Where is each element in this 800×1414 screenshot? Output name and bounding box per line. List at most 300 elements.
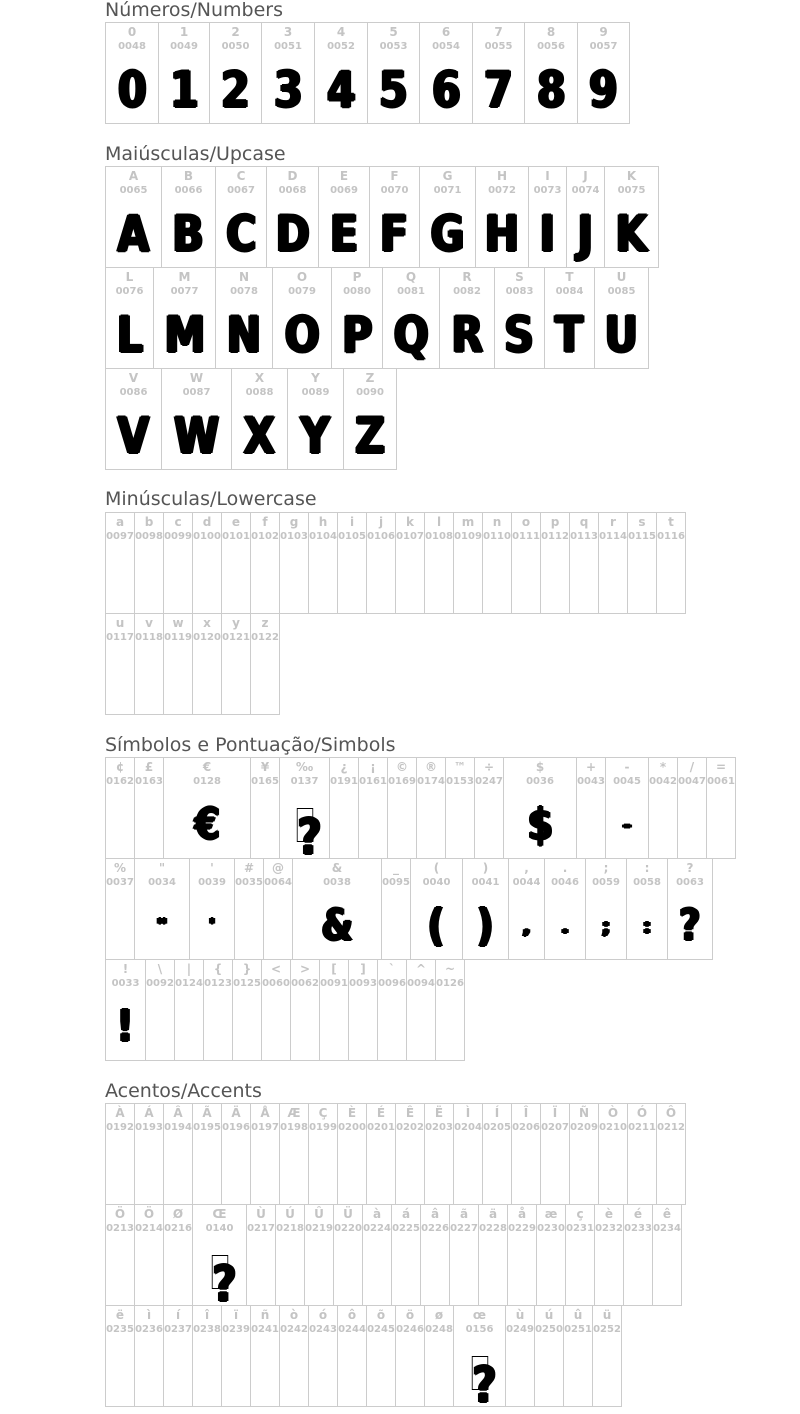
glyph-cell [653, 1205, 682, 1305]
glyph-cell [106, 960, 146, 1060]
glyph-preview [190, 893, 234, 959]
glyph-preview [154, 302, 215, 368]
character-label: Ô [665, 1106, 677, 1120]
character-code: 0226 [421, 1223, 449, 1234]
character-code: 0038 [323, 877, 351, 888]
glyph-cell [506, 1306, 535, 1406]
character-label: Ê [405, 1106, 415, 1120]
glyph-cell [309, 1104, 338, 1204]
glyph-sample: O [284, 306, 320, 364]
glyph-preview [162, 201, 215, 267]
glyph-preview [595, 302, 648, 368]
glyph-cell [164, 513, 193, 613]
character-label: ì [146, 1308, 152, 1322]
character-label: Ù [256, 1207, 266, 1221]
character-label: Ï [552, 1106, 558, 1120]
character-label: g [289, 515, 299, 529]
character-label: Ò [607, 1106, 619, 1120]
character-code: 0056 [537, 41, 565, 52]
character-code: 0094 [407, 978, 435, 989]
character-label: c [174, 515, 182, 529]
glyph-preview [216, 201, 266, 267]
character-label: O [296, 270, 308, 284]
glyph-preview [280, 792, 329, 866]
character-code: 0137 [290, 776, 319, 787]
glyph-cell [450, 1205, 479, 1305]
glyph-preview [293, 893, 381, 959]
character-code: 0106 [367, 531, 395, 542]
glyph-preview [159, 57, 209, 123]
glyph-sample: K [615, 205, 648, 263]
glyph-cell [577, 758, 606, 858]
character-code: 0034 [148, 877, 176, 888]
character-label: Ä [231, 1106, 241, 1120]
glyph-cell [288, 369, 344, 469]
glyph-preview [210, 57, 261, 123]
character-code: 0051 [274, 41, 302, 52]
glyph-cell [135, 614, 164, 714]
glyph-cell [276, 1205, 305, 1305]
glyph-sample: € [194, 799, 220, 850]
character-label: @ [272, 861, 284, 875]
character-label: 7 [494, 25, 503, 39]
glyph-cell [454, 513, 483, 613]
glyph-cell [367, 1306, 396, 1406]
glyph-preview [411, 893, 462, 959]
glyph-row [105, 757, 736, 866]
glyph-cell [338, 1306, 367, 1406]
character-code: 0156 [465, 1324, 494, 1335]
character-code: 0059 [592, 877, 620, 888]
character-code: 0233 [624, 1223, 652, 1234]
glyph-sample: P [341, 306, 373, 364]
character-label: ÷ [483, 760, 495, 774]
glyph-cell [541, 513, 570, 613]
glyph-cell [164, 758, 251, 858]
glyph-preview [473, 57, 524, 123]
glyph-preview [668, 893, 712, 959]
glyph-preview [420, 57, 472, 123]
glyph-cell [593, 1306, 622, 1406]
glyph-cell [382, 859, 411, 959]
glyph-row [105, 368, 397, 470]
character-label: K [626, 169, 637, 183]
character-code: 0077 [170, 286, 199, 297]
glyph-cell [483, 1104, 512, 1204]
character-code: 0101 [222, 531, 250, 542]
character-code: 0080 [343, 286, 371, 297]
glyph-cell [420, 23, 473, 123]
character-code: 0112 [541, 531, 569, 542]
character-code: 0054 [432, 41, 460, 52]
character-label: B [183, 169, 194, 183]
character-code: 0211 [628, 1122, 656, 1133]
character-code: 0057 [589, 41, 618, 52]
character-code: 0234 [653, 1223, 681, 1234]
glyph-cell [106, 758, 135, 858]
glyph-cell [476, 167, 529, 267]
character-label: Æ [287, 1106, 301, 1120]
character-code: 0241 [251, 1324, 279, 1335]
glyph-cell [216, 167, 267, 267]
character-label: ö [405, 1308, 415, 1322]
character-label: ™ [454, 760, 466, 774]
character-label: Ö [114, 1207, 126, 1221]
character-label: > [299, 962, 311, 976]
character-code: 0044 [512, 877, 541, 888]
character-code: 0246 [396, 1324, 424, 1335]
character-code: 0065 [119, 185, 148, 196]
character-label: è [604, 1207, 614, 1221]
glyph-cell [606, 758, 649, 858]
character-code: 0128 [193, 776, 221, 787]
character-code: 0232 [595, 1223, 623, 1234]
character-code: 0046 [551, 877, 579, 888]
glyph-cell [454, 1306, 506, 1414]
character-label: t [668, 515, 674, 529]
glyph-cell [349, 960, 378, 1060]
character-code: 0075 [617, 185, 646, 196]
glyph-preview [476, 201, 528, 267]
character-label: ô [347, 1308, 357, 1322]
glyph-row [105, 1103, 686, 1205]
glyph-cell [106, 167, 162, 267]
character-code: 0228 [479, 1223, 507, 1234]
character-label: v [145, 616, 153, 630]
glyph-sample: ? [679, 900, 701, 951]
glyph-cell [106, 614, 135, 714]
character-label: \ [157, 962, 163, 976]
character-code: 0212 [657, 1122, 685, 1133]
glyph-preview [315, 57, 367, 123]
glyph-cell [154, 268, 216, 368]
character-code: 0210 [599, 1122, 627, 1133]
character-code: 0248 [425, 1324, 453, 1335]
character-code: 0206 [512, 1122, 540, 1133]
character-label: Â [173, 1106, 183, 1120]
character-code: 0091 [320, 978, 348, 989]
glyph-preview [135, 893, 189, 959]
character-code: 0064 [264, 877, 292, 888]
glyph-cell [106, 369, 162, 469]
glyph-cell [262, 23, 315, 123]
glyph-cell [578, 23, 630, 123]
character-code: 0067 [227, 185, 255, 196]
character-code: 0123 [204, 978, 232, 989]
character-label: D [287, 169, 298, 183]
character-code: 0039 [198, 877, 226, 888]
glyph-cell [162, 167, 216, 267]
character-code: 0199 [309, 1122, 337, 1133]
glyph-cell [193, 513, 222, 613]
glyph-sample: D [275, 205, 310, 263]
glyph-preview [383, 302, 439, 368]
glyph-cell [106, 513, 135, 613]
glyph-cell [657, 1104, 686, 1204]
character-label: : [644, 861, 650, 875]
glyph-cell [628, 513, 657, 613]
character-label: " [158, 861, 166, 875]
glyph-cell [545, 268, 595, 368]
character-code: 0068 [278, 185, 307, 196]
character-code: 0033 [111, 978, 140, 989]
glyph-cell [446, 758, 475, 858]
glyph-cell [280, 1104, 309, 1204]
character-code: 0104 [309, 531, 337, 542]
glyph-preview [578, 57, 629, 123]
glyph-sample: X [243, 407, 276, 465]
glyph-sample: J [577, 205, 594, 263]
glyph-cell [707, 758, 736, 858]
glyph-preview [545, 893, 585, 959]
character-label: Ì [465, 1106, 471, 1120]
character-code: 0195 [193, 1122, 221, 1133]
glyph-cell [537, 1205, 566, 1305]
character-code: 0098 [135, 531, 163, 542]
glyph-sample: , [522, 914, 531, 938]
character-code: 0238 [193, 1324, 221, 1335]
character-label: Ç [318, 1106, 328, 1120]
character-code: 0108 [425, 531, 453, 542]
glyph-cell [567, 167, 605, 267]
character-label: ê [662, 1207, 672, 1221]
glyph-preview [420, 201, 475, 267]
character-label: b [144, 515, 154, 529]
character-label: 5 [389, 25, 398, 39]
glyph-sample: . [561, 914, 569, 938]
character-code: 0207 [541, 1122, 569, 1133]
glyph-preview [454, 1340, 505, 1414]
character-code: 0100 [193, 531, 221, 542]
glyph-cell [483, 513, 512, 613]
glyph-cell [421, 1205, 450, 1305]
glyph-cell [605, 167, 659, 267]
character-code: 0058 [633, 877, 661, 888]
character-label: À [115, 1106, 125, 1120]
glyph-cell [338, 513, 367, 613]
glyph-cell [267, 167, 319, 267]
glyph-cell [344, 369, 397, 469]
section-title-numeros-numbers: Números/Numbers [105, 0, 283, 21]
glyph-cell [262, 960, 291, 1060]
character-label: a [115, 515, 125, 529]
glyph-sample: - [622, 813, 632, 837]
glyph-cell [106, 268, 154, 368]
glyph-preview [106, 57, 158, 123]
character-code: 0121 [222, 632, 250, 643]
character-code: 0086 [119, 387, 148, 398]
glyph-cell [210, 23, 262, 123]
character-code: 0035 [235, 877, 263, 888]
character-code: 0140 [205, 1223, 234, 1234]
glyph-cell [332, 268, 383, 368]
character-label: ; [603, 861, 609, 875]
character-label: _ [393, 861, 399, 875]
character-code: 0252 [593, 1324, 621, 1335]
glyph-cell [367, 1104, 396, 1204]
character-label: G [442, 169, 453, 183]
glyph-cell [463, 859, 509, 959]
character-code: 0153 [446, 776, 474, 787]
glyph-cell [504, 758, 577, 858]
character-label: . [562, 861, 568, 875]
character-label: 4 [336, 25, 346, 39]
glyph-sample: 4 [326, 61, 356, 119]
glyph-row [105, 22, 630, 124]
character-label: z [261, 616, 269, 630]
character-label: [ [331, 962, 337, 976]
glyph-cell [305, 1205, 334, 1305]
glyph-preview [509, 893, 544, 959]
glyph-sample: G [430, 205, 465, 263]
character-code: 0194 [164, 1122, 192, 1133]
glyph-cell [396, 513, 425, 613]
character-label: Ø [172, 1207, 184, 1221]
missing-glyph-box: ? [297, 808, 321, 866]
character-code: 0243 [309, 1324, 337, 1335]
character-label: H [496, 169, 508, 183]
character-code: 0041 [471, 877, 500, 888]
glyph-cell [407, 960, 436, 1060]
glyph-sample: ! [117, 1001, 134, 1052]
glyph-cell [222, 1306, 251, 1406]
glyph-sample: & [321, 900, 353, 951]
character-code: 0062 [291, 978, 319, 989]
character-code: 0102 [251, 531, 279, 542]
glyph-sample: F [380, 205, 409, 263]
glyph-preview [504, 792, 576, 858]
character-code: 0118 [135, 632, 163, 643]
glyph-cell [411, 859, 463, 959]
glyph-cell [204, 960, 233, 1060]
glyph-cell [586, 859, 627, 959]
character-label: æ [544, 1207, 558, 1221]
character-label: 9 [599, 25, 608, 39]
character-code: 0225 [392, 1223, 420, 1234]
glyph-sample: 3 [273, 61, 303, 119]
character-code: 0045 [613, 776, 641, 787]
character-label: õ [376, 1308, 386, 1322]
glyph-cell [251, 513, 280, 613]
character-label: ø [434, 1308, 444, 1322]
character-code: 0040 [422, 877, 451, 888]
glyph-cell [392, 1205, 421, 1305]
character-code: 0037 [106, 877, 134, 888]
character-code: 0079 [288, 286, 316, 297]
character-code: 0174 [417, 776, 445, 787]
glyph-cell [309, 513, 338, 613]
character-label: , [524, 861, 529, 875]
character-label: Ã [202, 1106, 212, 1120]
character-label: ã [459, 1207, 469, 1221]
glyph-cell [251, 1104, 280, 1204]
character-code: 0048 [118, 41, 146, 52]
character-label: X [254, 371, 265, 385]
character-label: E [339, 169, 349, 183]
character-label: # [243, 861, 255, 875]
character-code: 0192 [106, 1122, 134, 1133]
character-code: 0099 [164, 531, 192, 542]
character-code: 0161 [359, 776, 387, 787]
glyph-sample: E [329, 205, 359, 263]
section-title-acentos-accents: Acentos/Accents [105, 1080, 262, 1102]
character-code: 0242 [280, 1324, 308, 1335]
glyph-cell [135, 513, 164, 613]
section-title-maiusculas-upcase: Maiúsculas/Upcase [105, 143, 286, 165]
glyph-cell [378, 960, 407, 1060]
character-label: u [115, 616, 125, 630]
character-code: 0165 [251, 776, 279, 787]
character-code: 0097 [106, 531, 134, 542]
glyph-cell [545, 859, 586, 959]
glyph-cell [164, 1205, 193, 1305]
glyph-cell [495, 268, 545, 368]
character-code: 0236 [135, 1324, 163, 1335]
character-label: Á [144, 1106, 154, 1120]
character-code: 0235 [106, 1324, 134, 1335]
character-label: i [349, 515, 355, 529]
character-label: ` [389, 962, 395, 976]
character-label: ? [686, 861, 694, 875]
character-label: h [318, 515, 328, 529]
glyph-cell [164, 1306, 193, 1406]
character-label: ¡ [370, 760, 376, 774]
character-label: p [550, 515, 560, 529]
glyph-preview [332, 302, 382, 368]
character-label: U [616, 270, 627, 284]
character-label: L [125, 270, 134, 284]
character-code: 0061 [707, 776, 735, 787]
glyph-cell [273, 268, 332, 368]
glyph-cell [193, 1104, 222, 1204]
glyph-sample: ; [602, 914, 610, 938]
glyph-cell [473, 23, 525, 123]
character-code: 0042 [649, 776, 677, 787]
character-label: ç [576, 1207, 584, 1221]
character-code: 0213 [106, 1223, 134, 1234]
character-code: 0103 [280, 531, 308, 542]
glyph-cell [280, 758, 330, 866]
glyph-cell [135, 859, 190, 959]
glyph-sample: C [225, 205, 257, 263]
character-label: ú [544, 1308, 554, 1322]
character-label: d [202, 515, 212, 529]
glyph-sample: 7 [484, 61, 513, 119]
glyph-cell [564, 1306, 593, 1406]
character-code: 0162 [106, 776, 134, 787]
character-label: à [372, 1207, 382, 1221]
glyph-sample: V [117, 407, 150, 465]
glyph-row [105, 858, 713, 960]
character-label: % [113, 861, 127, 875]
glyph-cell [162, 369, 232, 469]
glyph-preview [193, 1239, 246, 1313]
character-code: 0076 [115, 286, 144, 297]
glyph-cell [106, 1306, 135, 1406]
character-code: 0231 [566, 1223, 594, 1234]
character-code: 0078 [230, 286, 258, 297]
character-code: 0072 [488, 185, 516, 196]
character-label: S [515, 270, 524, 284]
character-code: 0115 [628, 531, 656, 542]
glyph-preview [232, 403, 287, 469]
glyph-cell [529, 167, 567, 267]
glyph-sample: 8 [536, 61, 566, 119]
character-code: 0237 [164, 1324, 192, 1335]
glyph-cell [541, 1104, 570, 1204]
character-code: 0113 [570, 531, 598, 542]
character-label: l [436, 515, 442, 529]
